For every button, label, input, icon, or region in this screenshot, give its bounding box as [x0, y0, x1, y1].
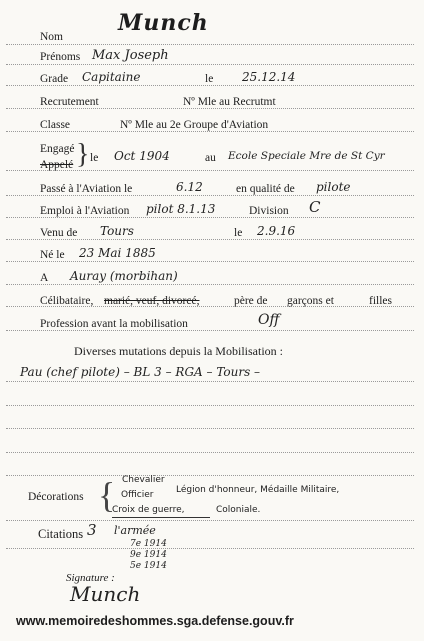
citations-line: 9e 1914 — [130, 550, 167, 560]
brace: } — [76, 139, 90, 170]
grade-label: Grade — [40, 73, 69, 85]
ne-value: 23 Mai 1885 — [79, 246, 156, 260]
profession-value: Off — [258, 312, 280, 328]
celib-marie: marié, veuf, divorcé, — [104, 295, 200, 307]
citations-line: 7e 1914 — [130, 539, 167, 549]
passe-qualite: en qualité de — [236, 183, 295, 195]
signature-value: Munch — [70, 582, 141, 606]
mutations-value: Pau (chef pilote) – BL 3 – RGA – Tours – — [20, 365, 261, 379]
a-value: Auray (morbihan) — [70, 269, 178, 283]
celib-filles: filles — [369, 295, 392, 307]
nom-value: Munch — [118, 10, 209, 36]
profession-label: Profession avant la mobilisation — [40, 318, 188, 330]
citations-unit: l'armée — [114, 524, 156, 537]
engage-label: Engagé — [40, 143, 75, 155]
appele-label: Appelé — [40, 159, 74, 171]
engage-school: Ecole Speciale Mre de St Cyr — [228, 150, 385, 162]
decorations-brace: { — [98, 475, 116, 515]
dotted-line — [6, 548, 414, 549]
venu-value: Tours — [100, 224, 134, 238]
passe-date: 6.12 — [176, 180, 203, 194]
prenoms-value: Max Joseph — [92, 48, 169, 63]
citations-count: 3 — [87, 521, 97, 539]
citations-line: 5e 1914 — [130, 561, 167, 571]
engage-le: le — [90, 152, 99, 164]
dotted-line — [6, 44, 414, 45]
classe-no: Nº Mle au 2e Groupe d'Aviation — [120, 119, 269, 131]
signature-label: Signature : — [66, 572, 115, 584]
celib-pere: père de — [234, 295, 268, 307]
passe-value: pilote — [316, 180, 351, 194]
recrutement-label: Recrutement — [40, 96, 99, 108]
citations-label: Citations — [38, 527, 84, 541]
prenoms-label: Prénoms — [40, 51, 81, 63]
engage-date: Oct 1904 — [114, 149, 170, 163]
division-label: Division — [249, 205, 289, 217]
classe-label: Classe — [40, 119, 71, 131]
celib-garcons: garçons et — [287, 295, 334, 307]
decorations-label: Décorations — [28, 491, 84, 503]
dotted-line — [6, 428, 414, 429]
decorations-chevalier: Chevalier — [122, 475, 165, 485]
footer-url: www.memoiredeshommes.sga.defense.gouv.fr — [16, 614, 294, 628]
croix-underline — [112, 517, 210, 518]
dotted-line — [6, 261, 414, 262]
emploi-value: pilot 8.1.13 — [146, 202, 216, 216]
grade-date: 25.12.14 — [242, 70, 296, 84]
decorations-legion: Légion d'honneur, Médaille Militaire, — [176, 485, 340, 495]
dotted-line — [6, 381, 414, 382]
venu-le: le — [234, 227, 243, 239]
grade-le: le — [205, 73, 214, 85]
engage-au: au — [205, 152, 216, 164]
dotted-line — [6, 64, 414, 65]
dotted-line — [6, 284, 414, 285]
a-label: A — [40, 272, 49, 284]
ne-label: Né le — [40, 249, 65, 261]
decorations-officier: Officier — [121, 490, 154, 500]
nom-label: Nom — [40, 31, 63, 43]
emploi-label: Emploi à l'Aviation — [40, 205, 130, 217]
recrutement-no: Nº Mle au Recrutmt — [183, 96, 276, 108]
passe-label: Passé à l'Aviation le — [40, 183, 133, 195]
dotted-line — [6, 405, 414, 406]
venu-date: 2.9.16 — [257, 224, 296, 238]
decorations-croix: Croix de guerre, — [112, 505, 185, 515]
mutations-heading: Diverses mutations depuis la Mobilisation : — [74, 344, 283, 358]
decorations-coloniale: Coloniale. — [216, 505, 261, 515]
division-value: C — [309, 198, 321, 216]
grade-value: Capitaine — [82, 70, 141, 84]
celib-label: Célibataire, — [40, 295, 94, 307]
dotted-line — [6, 452, 414, 453]
dotted-line — [6, 475, 414, 476]
venu-label: Venu de — [40, 227, 78, 239]
dotted-line — [6, 520, 414, 521]
